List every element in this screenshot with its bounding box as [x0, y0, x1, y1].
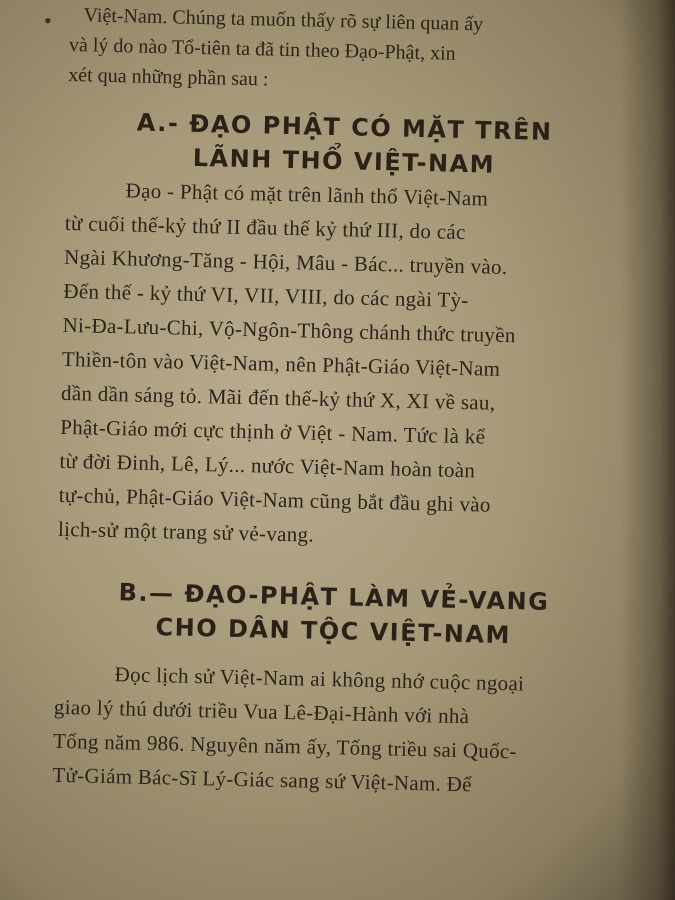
section-b-heading: B.— ĐẠO-PHẬT LÀM VẺ-VANG: [118, 578, 550, 617]
paragraph-line: giao lý thú dưới triều Vua Lê-Đại-Hành với nhà: [53, 694, 470, 729]
intro-line: xét qua những phần sau :: [68, 63, 269, 91]
paragraph-line: Thiền-tôn vào Việt-Nam, nên Phật-Giáo Việt-Nam: [61, 346, 501, 381]
intro-line: và lý do nào Tổ-tiên ta đã tin theo Đạo-Phật, xin: [68, 33, 456, 65]
paragraph-line: Đến thế - kỷ thứ VI, VII, VIII, do các ngài Tỳ-: [63, 278, 469, 313]
paragraph-line: Tống năm 986. Nguyên năm ấy, Tống triều sai Quốc-: [52, 728, 518, 764]
paragraph-line: Tử-Giám Bác-Sĩ Lý-Giác sang sứ Việt-Nam. Để: [52, 762, 473, 797]
intro-line: Việt-Nam. Chúng ta muốn thấy rõ sự liên quan ấy: [83, 4, 484, 36]
paragraph-line: Đạo - Phật có mặt trên lãnh thổ Việt-Nam: [125, 178, 489, 211]
paragraph-line: từ cuối thế-kỷ thứ II đầu thế kỷ thứ III, do các: [64, 210, 466, 245]
paragraph-line: Phật-Giáo mới cực thịnh ở Việt - Nam. Tức là kể: [60, 414, 486, 449]
paragraph-line: Ni-Đa-Lưu-Chi, Vộ-Ngôn-Thông chánh thức truyền: [62, 312, 516, 348]
page-text: [52, 0, 625, 804]
paragraph-line: Đọc lịch sử Việt-Nam ai không nhớ cuộc ngoại: [114, 662, 525, 696]
section-a-heading: LÃNH THỔ VIỆT-NAM: [192, 143, 496, 179]
paragraph-line: tự-chủ, Phật-Giáo Việt-Nam cũng bắt đầu ghi vào: [58, 482, 491, 517]
paragraph-line: lịch-sử một trang sử vẻ-vang.: [57, 516, 315, 547]
paragraph-line: dần dần sáng tỏ. Mãi đến thế-kỷ thứ X, XI về sau,: [60, 380, 496, 415]
section-a-heading: A.- ĐẠO PHẬT CÓ MẶT TRÊN: [136, 108, 553, 146]
section-b-heading: CHO DÂN TỘC VIỆT-NAM: [155, 613, 512, 650]
paragraph-line: Ngài Khương-Tăng - Hội, Mâu - Bác... truyền vào.: [63, 244, 508, 279]
margin-dot: •: [44, 8, 52, 33]
paragraph-line: từ đời Đinh, Lê, Lý... nước Việt-Nam hoàn toàn: [59, 448, 476, 483]
page-edge-shadow: [620, 0, 675, 900]
